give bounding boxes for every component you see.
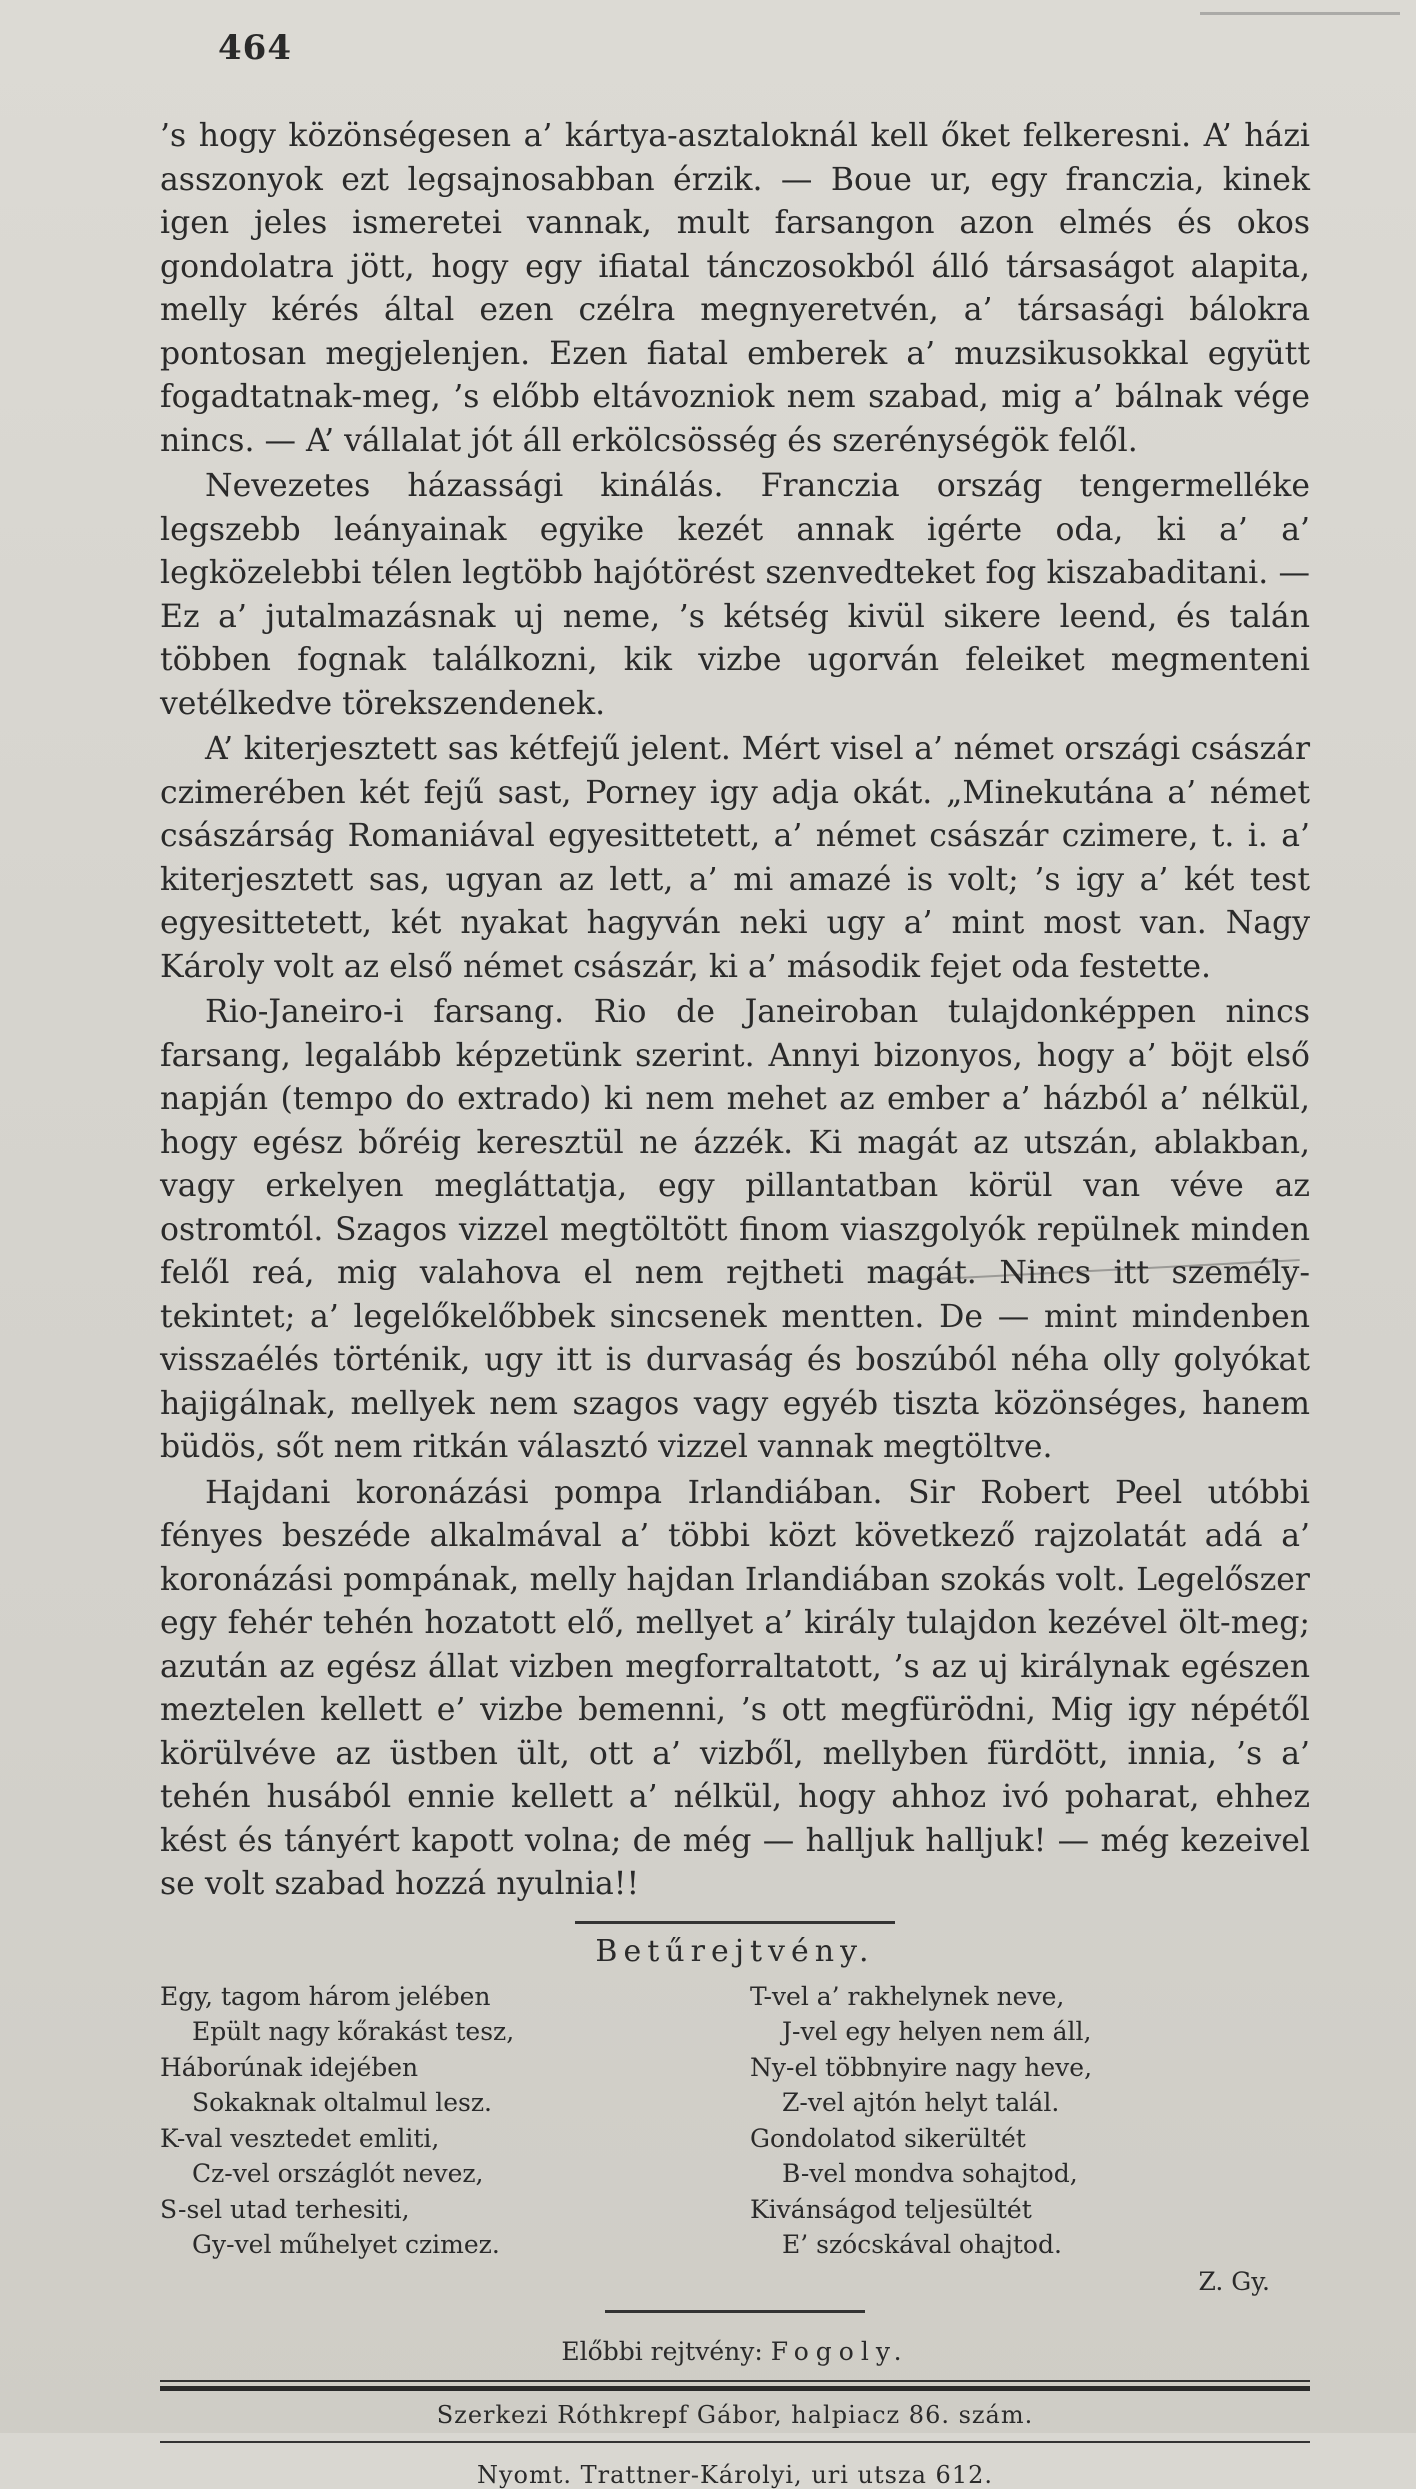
- verse-line: Sokaknak oltalmul lesz.: [192, 2088, 492, 2117]
- previous-answer-value: Fogoly.: [770, 2336, 909, 2366]
- puzzle-right-column: [750, 1979, 1310, 2263]
- verse-line: Z-vel ajtón helyt talál.: [782, 2088, 1060, 2117]
- verse-line: Ny-el többnyire nagy heve,: [750, 2052, 1093, 2082]
- verse-line: Epült nagy kőrakást tesz,: [192, 2017, 515, 2046]
- verse-line: S-sel utad terhesiti,: [160, 2194, 410, 2224]
- section-divider: [575, 1921, 895, 1924]
- page-number: 464: [218, 28, 292, 68]
- article-paragraph-3: A’ kiterjesztett sas kétfejű jelent. Mért visel a’ német országi császár czimerében két fejű sast, Porney igy adja okát. „Minekutána a’ német császárság Romaniával egyesittetett, a’ német császár czimere, t. i. a’ kiterjesztett sas, ugyan az lett, a’ mi amazé is volt; ’s igy a’ két test egyesittetett, két nyakat hagyván neki ugy a’ mint most van. Nagy Károly volt az első német császár, ki a’ második fejet oda festette.: [160, 731, 1310, 985]
- puzzle-verses: [160, 1979, 1310, 2263]
- printer-line: Nyomt. Trattner-Károlyi, uri utsza 612.: [477, 2460, 993, 2489]
- verse-line: Gondolatod sikerültét: [750, 2123, 1026, 2153]
- puzzle-left-column: [160, 1979, 720, 2263]
- verse-line: E’ szócskával ohajtod.: [782, 2230, 1062, 2259]
- footer-divider: [160, 2441, 1310, 2443]
- previous-answer-label: Előbbi rejtvény:: [561, 2336, 763, 2366]
- verse-line: J-vel egy helyen nem áll,: [782, 2017, 1092, 2046]
- footer-divider-thick: [160, 2386, 1310, 2391]
- article-paragraph-2: Nevezetes házassági kinálás. Franczia ország tengermelléke legszebb leányainak egyike kezét annak igérte oda, ki a’ a’ legközelebbi télen legtöbb hajótörést szenvedteket fog kiszabaditani. — Ez a’ jutalmazásnak uj neme, ’s kétség kivül sikere leend, és talán többen fognak találkozni, kik vizbe ugorván feleiket megmenteni vetélkedve törekszendenek.: [160, 468, 1310, 722]
- article-column: [160, 115, 1310, 2489]
- verse-line: T-vel a’ rakhelynek neve,: [750, 1981, 1065, 2011]
- page-edge-mark: [1200, 12, 1400, 15]
- verse-line: Gy-vel műhelyet czimez.: [192, 2230, 500, 2259]
- verse-line: K-val vesztedet emliti,: [160, 2123, 440, 2153]
- puzzle-signature: Z. Gy.: [1198, 2266, 1270, 2296]
- verse-line: B-vel mondva sohajtod,: [782, 2159, 1078, 2188]
- editor-line: Szerkezi Róthkrepf Gábor, halpiacz 86. szám.: [436, 2400, 1034, 2429]
- puzzle-title: Betűrejtvény.: [595, 1933, 875, 1969]
- footer-divider: [160, 2380, 1310, 2382]
- article-paragraph-1: ’s hogy közönségesen a’ kártya-asztaloknál kell őket felkeresni. A’ házi asszonyok ezt legsajnosabban érzik. — Boue ur, egy franczia, kinek igen jeles ismeretei vannak, mult farsangon azon elmés és okos gondolatra jött, hogy egy ifiatal tánczosokból álló társaságot alapita, melly kérés által ezen czélra megnyeretvén, a’ társasági bálokra pontosan megjelenjen. Ezen fiatal emberek a’ muzsikusokkal együtt fogadtatnak-meg, ’s előbb eltávozniok nem szabad, mig a’ bálnak vége nincs. — A’ vállalat jót áll erkölcsösség és szerénységök felől.: [160, 118, 1310, 459]
- article-paragraph-4: Rio-Janeiro-i farsang. Rio de Janeiroban tulajdonképpen nincs farsang, legalább képzetünk szerint. Annyi bizonyos, hogy a’ böjt első napján (tempo do extrado) ki nem mehet az ember a’ házból a’ nélkül, hogy egész bőréig keresztül ne ázzék. Ki magát az utszán, ablakban, vagy erkelyen megláttatja, egy pillantatban körül van véve az ostromtól. Szagos vizzel megtöltött finom viaszgolyók repülnek minden felől reá, mig valahova el nem rejtheti magát. Nincs itt személy-tekintet; a’ legelőkelőbbek sincsenek mentten. De — mint mindenben visszaélés történik, ugy itt is durvaság és boszúból néha olly golyókat hajigálnak, mellyek nem szagos vagy egyéb tiszta közönséges, hanem büdös, sőt nem ritkán választó vizzel vannak megtöltve.: [160, 994, 1310, 1465]
- previous-answer: [160, 2337, 1310, 2366]
- verse-line: Cz-vel országlót nevez,: [192, 2159, 484, 2188]
- verse-line: Egy, tagom három jelében: [160, 1981, 491, 2011]
- section-divider: [605, 2310, 865, 2313]
- verse-line: Kivánságod teljesültét: [750, 2194, 1032, 2224]
- verse-line: Háborúnak idejében: [160, 2052, 419, 2082]
- article-paragraph-5: Hajdani koronázási pompa Irlandiában. Sir Robert Peel utóbbi fényes beszéde alkalmával a’ többi közt következő rajzolatát adá a’ koronázási pompának, melly hajdan Irlandiában szokás volt. Legelőszer egy fehér tehén hozatott elő, mellyet a’ király tulajdon kezével ölt-meg; azután az egész állat vizben megforraltatott, ’s az uj királynak egészen meztelen kellett e’ vizbe bemenni, ’s ott megfürödni, Mig igy népétől körülvéve az üstben ült, ott a’ vizből, mellyben fürdött, innia, ’s a’ tehén husából ennie kellett a’ nélkül, hogy ahhoz ivó poharat, ehhez kést és tányért kapott volna; de még — halljuk halljuk! — még kezeivel se volt szabad hozzá nyulnia!!: [160, 1474, 1310, 1902]
